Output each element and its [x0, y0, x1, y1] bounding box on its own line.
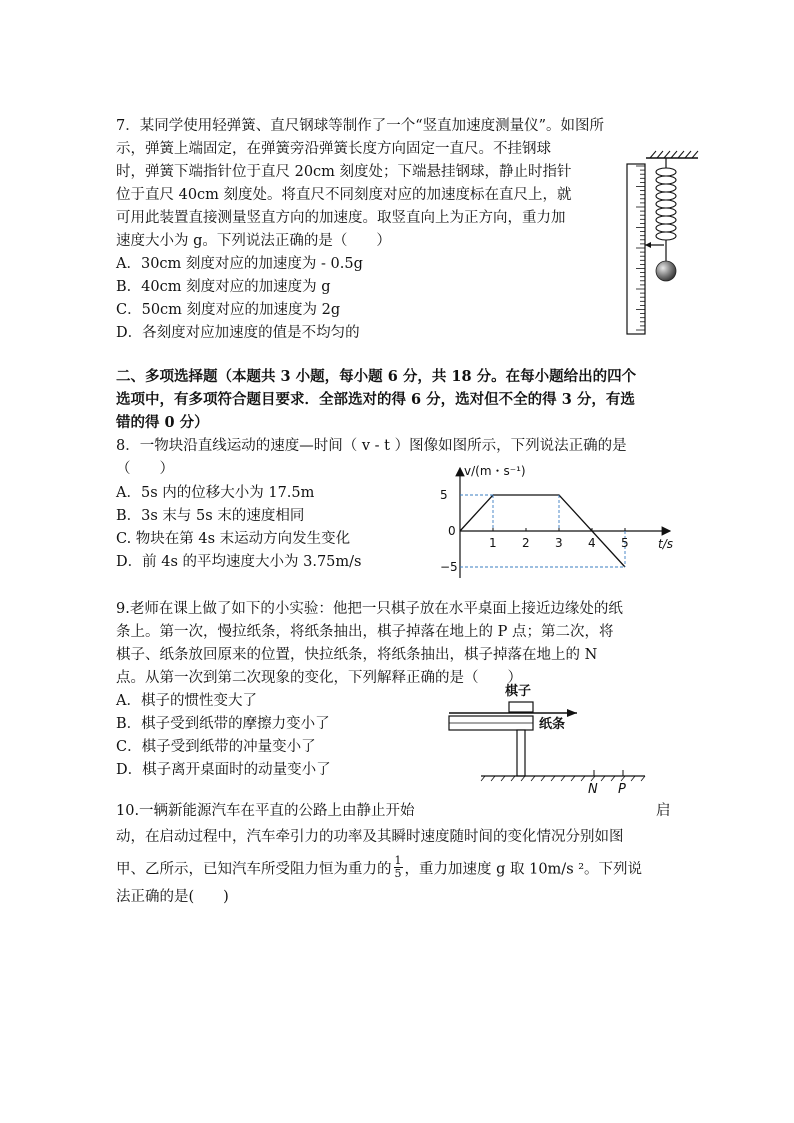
chess-piece	[509, 702, 533, 712]
q9-line-1: 9.老师在课上做了如下的小实验：他把一只棋子放在水平桌面上接近边缘处的纸	[116, 601, 623, 617]
q9-option-c: C．棋子受到纸带的冲量变小了	[116, 739, 316, 755]
y-tick-label: −5	[440, 560, 458, 574]
q10-line-4: 法正确的是( )	[116, 889, 229, 905]
q8-option-c: C. 物块在第 4s 末运动方向发生变化	[116, 531, 351, 547]
q9-line-3: 棋子、纸条放回原来的位置，快拉纸条，将纸条抽出，棋子掉落在地上的 N	[116, 647, 598, 663]
fraction-numerator: 1	[394, 854, 402, 867]
q8-option-b: B．3s 末与 5s 末的速度相同	[116, 508, 305, 524]
x-tick-label: 4	[588, 536, 596, 550]
q7-option-a: A．30cm 刻度对应的加速度为 - 0.5g	[116, 256, 363, 272]
q7-line-6: 速度大小为 g。下列说法正确的是（ ）	[116, 233, 391, 249]
spring-ruler-figure	[620, 150, 700, 340]
q9-option-d: D．棋子离开桌面时的动量变小了	[116, 762, 331, 778]
x-tick-label: 2	[522, 536, 530, 550]
q9-option-b: B．棋子受到纸带的摩擦力变小了	[116, 716, 330, 732]
y-tick-label: 5	[440, 488, 448, 502]
q7-line-3: 时，弹簧下端指针位于直尺 20cm 刻度处；下端悬挂钢球，静止时指针	[116, 164, 572, 180]
q10-line-3	[116, 854, 643, 882]
x-tick-label: 3	[555, 536, 563, 550]
q8-option-a: A．5s 内的位移大小为 17.5m	[116, 485, 315, 501]
y-axis-label: v/(m・s⁻¹)	[464, 464, 526, 478]
q7-line-5: 可用此装置直接测量竖直方向的加速度。取竖直向上为正方向，重力加	[116, 210, 566, 226]
q7-option-b: B．40cm 刻度对应的加速度为 g	[116, 279, 331, 295]
origin-label: 0	[448, 524, 456, 538]
q10-line-3-text-a: 甲、乙所示，已知汽车所受阻力恒为重力的	[116, 861, 392, 878]
table-leg	[517, 730, 525, 776]
velocity-time-chart	[430, 460, 680, 580]
x-axis-label: t/s	[658, 537, 673, 551]
q10-line-1-end: 启	[656, 803, 671, 819]
q9-option-a: A．棋子的惯性变大了	[116, 693, 257, 709]
q9-line-2: 条上。第一次，慢拉纸条，将纸条抽出，棋子掉落在地上的 P 点；第二次，将	[116, 624, 614, 640]
paper-strip-label: 纸条	[539, 717, 566, 732]
section2-line-2: 选项中，有多项符合题目要求．全部选对的得 6 分，选对但不全的得 3 分，有选	[116, 391, 635, 408]
q7-option-d: D．各刻度对应加速度的值是不均匀的	[116, 325, 360, 341]
q10-line-2: 动，在启动过程中，汽车牵引力的功率及其瞬时速度随时间的变化情况分别如图	[116, 829, 624, 845]
fraction-denominator: 5	[394, 867, 402, 880]
table-figure	[445, 680, 650, 800]
point-n-label: N	[588, 782, 598, 797]
x-tick-label: 1	[489, 536, 497, 550]
q7-line-2: 示，弹簧上端固定，在弹簧旁沿弹簧长度方向固定一直尺。不挂钢球	[116, 141, 551, 157]
q8-line-1: 8．一物块沿直线运动的速度—时间（ v - t ）图像如图所示，下列说法正确的是	[116, 438, 627, 454]
section2-line-3: 错的得 0 分）	[116, 414, 209, 431]
section2-line-1: 二、多项选择题（本题共 3 小题，每小题 6 分，共 18 分。在每小题给出的四个	[116, 368, 637, 385]
x-tick-label: 5	[621, 536, 629, 550]
point-p-label: P	[618, 782, 626, 797]
q7-line-4: 位于直尺 40cm 刻度处。将直尺不同刻度对应的加速度标在直尺上，就	[116, 187, 572, 203]
q7-option-c: C．50cm 刻度对应的加速度为 2g	[116, 302, 341, 318]
q8-line-2: （ ）	[116, 461, 174, 477]
fraction	[394, 855, 403, 880]
q7-line-1: 7．某同学使用轻弹簧、直尺钢球等制作了一个“竖直加速度测量仪”。如图所	[116, 118, 605, 134]
q9-line-4: 点。从第一次到第二次现象的变化，下列解释正确的是（ ）	[116, 670, 522, 686]
q10-line-1: 10.一辆新能源汽车在平直的公路上由静止开始	[116, 803, 415, 819]
q8-option-d: D．前 4s 的平均速度大小为 3.75m/s	[116, 554, 362, 570]
chess-piece-label: 棋子	[505, 684, 532, 699]
q10-line-3-text-b: ，重力加速度 g 取 10m/s ²。下列说	[404, 861, 643, 878]
